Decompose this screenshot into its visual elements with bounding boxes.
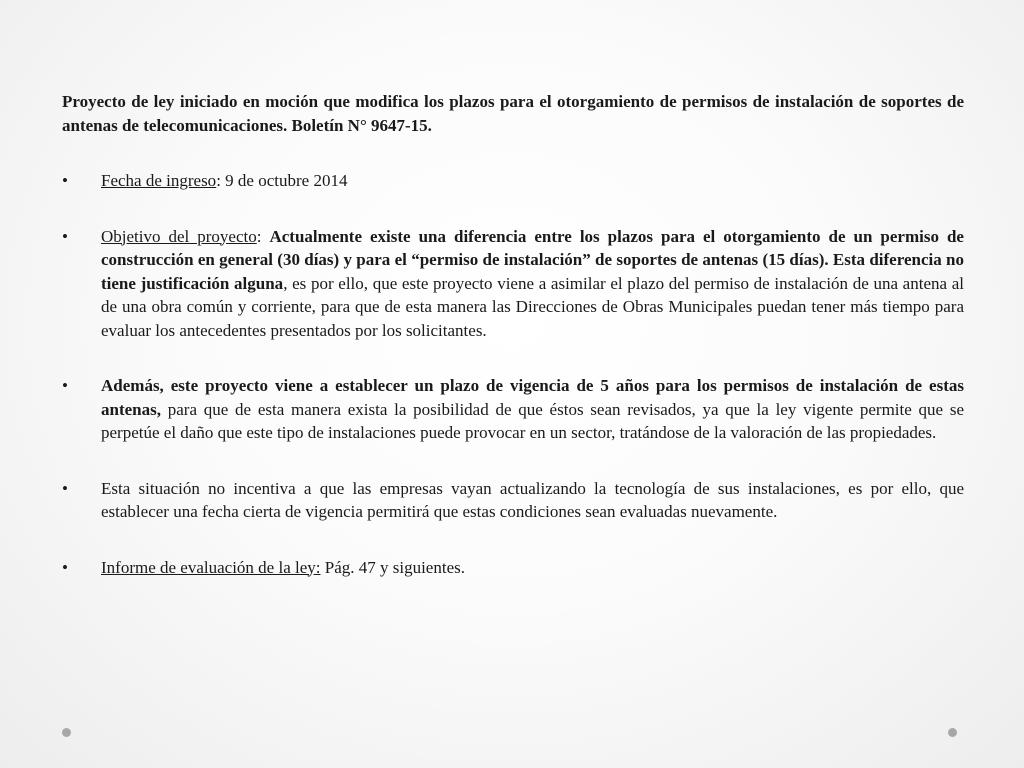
item-bold-text: Además, este proyecto viene a establecer un plazo de vigencia de 5 años para los permisos de instalación de estas antenas, (101, 376, 964, 419)
list-item-fecha-ingreso (62, 169, 964, 193)
slide-title: Proyecto de ley iniciado en moción que modifica los plazos para el otorgamiento de permisos de instalación de soportes de antenas de telecomunicaciones. Boletín N° 9647-15. (62, 92, 964, 135)
bullet-icon: • (62, 226, 68, 246)
item-text: , es por ello, que este proyecto viene a asimilar el plazo del permiso de instalación de una antena al de una obra común y corriente, para que de esta manera las Direcciones de Obras Municipales puedan tener más tiempo para evaluar los antecedentes presentados por los solicitantes. (101, 273, 964, 340)
item-text: Pág. 47 y siguientes. (320, 557, 465, 577)
bullet-icon: • (62, 376, 68, 395)
list-item-objetivo (62, 225, 964, 343)
item-label: Fecha de ingreso (101, 171, 217, 190)
item-text: para que de esta manera exista la posibilidad de que éstos sean revisados, ya que la ley vigente permite que se perpetúe el daño que este tipo de instalaciones puede provocar en un sector, tratándose de la valoración de las propiedades. (101, 399, 964, 442)
item-label: Objetivo del proyecto (101, 226, 257, 246)
list-item-vigencia (62, 374, 964, 445)
bullet-icon: • (62, 478, 68, 498)
item-text: Esta situación no incentiva a que las empresas vayan actualizando la tecnología de sus instalaciones, es por ello, que establecer una fecha cierta de vigencia permitirá que estas condiciones sean evaluadas nuevamente. (101, 478, 964, 521)
list-item-situacion (62, 477, 964, 524)
item-text: 9 de octubre 2014 (225, 171, 348, 190)
item-separator: : (256, 226, 270, 246)
bullet-icon: • (62, 557, 68, 577)
bullet-list (62, 169, 964, 579)
list-item-informe (62, 556, 964, 580)
decorative-dot-left (62, 728, 71, 737)
slide-content (62, 90, 964, 611)
bullet-icon: • (62, 171, 68, 190)
decorative-dot-right (948, 728, 957, 737)
item-label: Informe de evaluación de la ley: (101, 557, 321, 577)
item-separator: : (216, 171, 226, 190)
item-bold-text: Actualmente existe una diferencia entre los plazos para el otorgamiento de un permiso de construcción en general (30 días) y para el “permiso de instalación” de soportes de antenas (15 días). Esta diferencia no tiene justificación alguna (101, 226, 964, 293)
